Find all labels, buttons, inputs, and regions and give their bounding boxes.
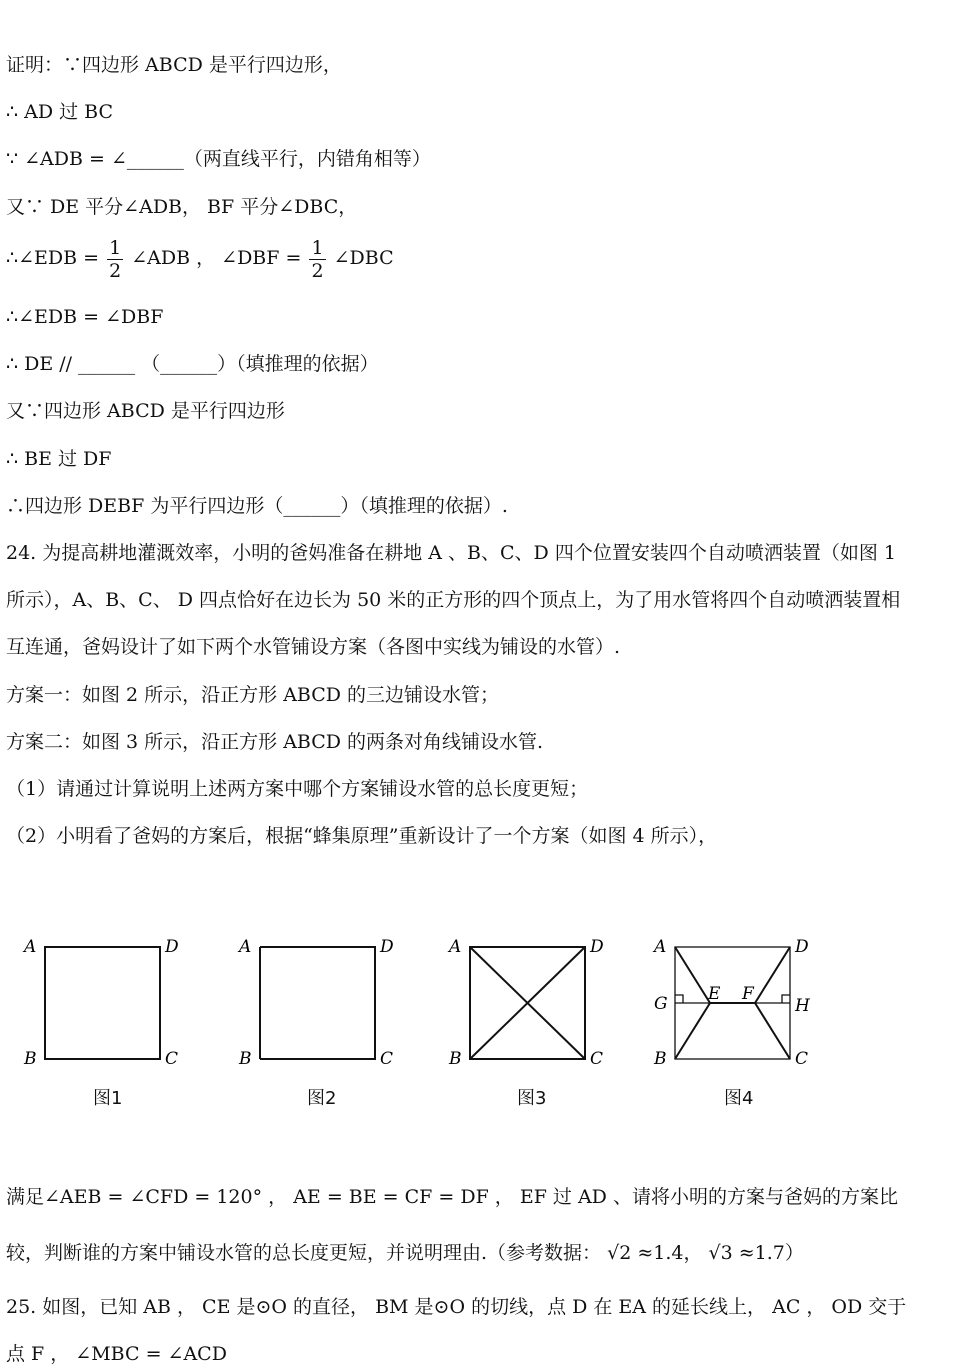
proof-line-5	[6, 236, 394, 282]
label-d: D	[590, 937, 604, 957]
label-b: B	[24, 1049, 37, 1069]
q25-line-2: 点 F ， ∠MBC = ∠ACD	[6, 1343, 227, 1365]
proof-line-1: 证明：∵四边形 ABCD 是平行四边形，	[6, 54, 342, 76]
proof-line-9: ∴ BE 过 DF	[6, 448, 112, 470]
label-b: B	[449, 1049, 462, 1069]
figure-2-diagram	[235, 930, 415, 1080]
three-sides	[260, 947, 375, 1059]
label-e: E	[708, 984, 721, 1004]
square-abcd	[45, 947, 160, 1059]
q25-line-1: 25. 如图，已知 AB ， CE 是⊙O 的直径， BM 是⊙O 的切线，点 D 在 EA 的延长线上， AC ， OD 交于	[6, 1296, 907, 1318]
label-f: F	[742, 984, 754, 1004]
label-d: D	[795, 937, 809, 957]
q24-line-9: 较，判断谁的方案中铺设水管的总长度更短，并说明理由.（参考数据： √2 ≈1.4， √3 ≈1.7）	[6, 1242, 804, 1264]
figure-4-diagram	[650, 930, 840, 1080]
q24-line-7: （2）小明看了爸妈的方案后，根据“蜂集原理”重新设计了一个方案（如图 4 所示），	[6, 825, 718, 847]
label-d: D	[380, 937, 394, 957]
label-a: A	[449, 937, 462, 957]
label-h: H	[795, 996, 810, 1016]
right-angle-mark-g	[675, 995, 683, 1003]
proof-line-5-part-b: ∠ADB ， ∠DBF =	[131, 247, 302, 269]
proof-line-7: ∴ DE // ______ （______）（填推理的依据）	[6, 353, 379, 375]
fraction-half-1	[107, 237, 123, 282]
fraction-numerator: 1	[311, 236, 324, 259]
label-b: B	[654, 1049, 667, 1069]
proof-line-2: ∴ AD 过 BC	[6, 101, 114, 123]
caption-figure-1: 图1	[93, 1088, 123, 1109]
caption-figure-3: 图3	[517, 1088, 547, 1109]
q24-line-1: 24. 为提高耕地灌溉效率，小明的爸妈准备在耕地 A 、B、C、D 四个位置安装四个自动喷洒装置（如图 1	[6, 542, 896, 564]
proof-line-5-part-c: ∠DBC	[333, 247, 394, 269]
proof-line-5-part-a: ∴∠EDB =	[6, 247, 100, 269]
proof-line-4: 又∵ DE 平分∠ADB， BF 平分∠DBC，	[6, 196, 358, 218]
fraction-numerator: 1	[109, 236, 122, 259]
fraction-half-2	[309, 237, 325, 282]
q24-line-3: 互连通，爸妈设计了如下两个水管铺设方案（各图中实线为铺设的水管）.	[6, 636, 621, 658]
label-d: D	[165, 937, 179, 957]
label-c: C	[795, 1049, 809, 1069]
proof-line-10: ∴四边形 DEBF 为平行四边形（______）（填推理的依据）.	[6, 495, 508, 517]
label-g: G	[654, 994, 668, 1014]
label-a: A	[239, 937, 252, 957]
label-a: A	[654, 937, 667, 957]
q24-line-5: 方案二：如图 3 所示，沿正方形 ABCD 的两条对角线铺设水管.	[6, 731, 544, 753]
label-c: C	[380, 1049, 394, 1069]
fraction-denominator: 2	[311, 259, 324, 282]
q24-line-4: 方案一：如图 2 所示，沿正方形 ABCD 的三边铺设水管；	[6, 684, 500, 706]
figure-3	[445, 930, 625, 1084]
figure-2	[235, 930, 415, 1084]
proof-line-3: ∵ ∠ADB = ∠______（两直线平行，内错角相等）	[6, 148, 431, 170]
q24-line-8: 满足∠AEB = ∠CFD = 120° ， AE = BE = CF = DF ， EF 过 AD 、请将小明的方案与爸妈的方案比	[6, 1186, 898, 1208]
label-c: C	[590, 1049, 604, 1069]
label-b: B	[239, 1049, 252, 1069]
q24-line-6: （1）请通过计算说明上述两方案中哪个方案铺设水管的总长度更短；	[6, 778, 589, 800]
figure-1	[20, 930, 200, 1084]
label-a: A	[24, 937, 37, 957]
pipe-be	[675, 1003, 710, 1059]
figure-1-diagram	[20, 930, 200, 1080]
figure-3-diagram	[445, 930, 625, 1080]
proof-line-6: ∴∠EDB = ∠DBF	[6, 306, 164, 328]
caption-figure-2: 图2	[307, 1088, 337, 1109]
pipe-cf	[755, 1003, 790, 1059]
proof-line-8: 又∵四边形 ABCD 是平行四边形	[6, 400, 285, 422]
figure-4	[650, 930, 840, 1084]
caption-figure-4: 图4	[724, 1088, 754, 1109]
right-angle-mark-h	[782, 995, 790, 1003]
q24-line-2: 所示），A、B、C、 D 四点恰好在边长为 50 米的正方形的四个顶点上，为了用水管将四个自动喷洒装置相	[6, 589, 901, 611]
label-c: C	[165, 1049, 179, 1069]
fraction-denominator: 2	[109, 259, 122, 282]
